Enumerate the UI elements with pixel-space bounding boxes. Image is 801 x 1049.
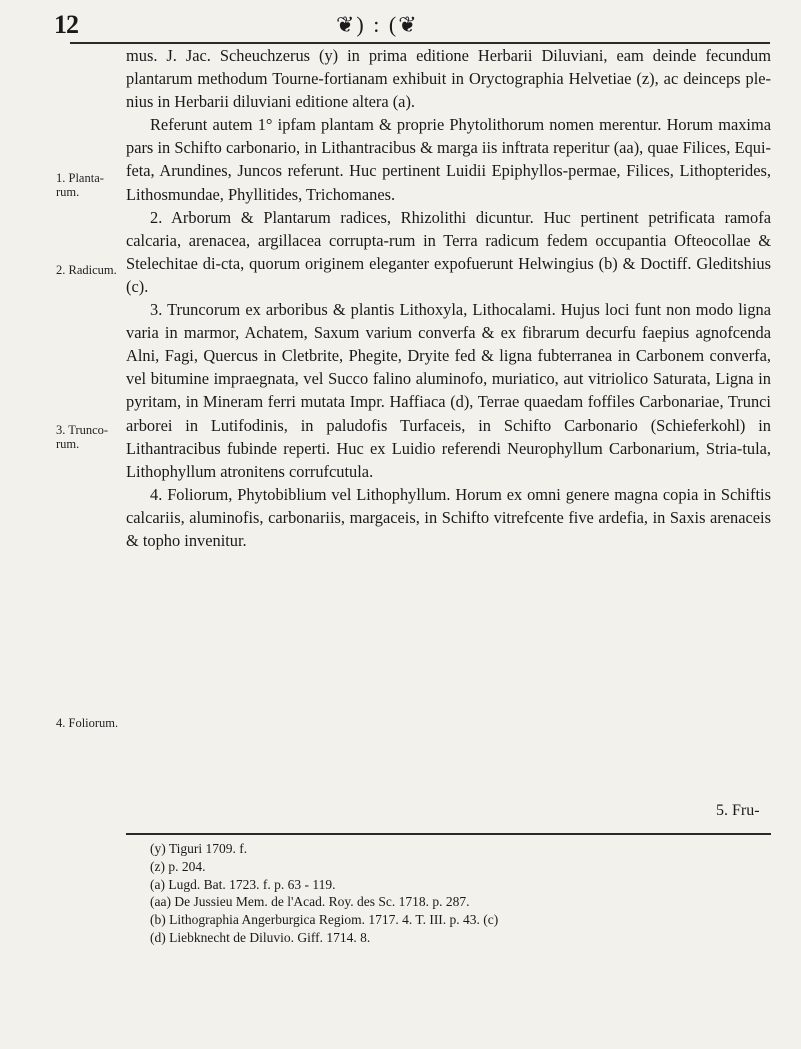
paragraph-radicum: 2. Arborum & Plantarum radices, Rhizolithi dicuntur. Huc pertinent petrificata ramofa calcaria, arenacea, argillacea corrupta-rum in Terra radicum fedem occupantia Ofteocollae & Stelechitae di-cta, quorum originem eleganter expofuerunt Helwingius (b) & Doctiff. Gleditshius (c).	[126, 207, 771, 296]
page-header	[0, 6, 801, 42]
footnotes	[150, 840, 770, 947]
footnote-a: (a) Lugd. Bat. 1723. f. p. 63 - 119.	[150, 876, 336, 892]
page-number: 12	[54, 10, 78, 39]
margin-note-truncorum: 3. Trunco-rum.	[56, 423, 109, 451]
footnote-y: (y) Tiguri 1709. f.	[150, 841, 248, 856]
margin-note-plantarum: 1. Planta-rum.	[56, 171, 104, 199]
margin-note-radicum: 2. Radicum.	[56, 263, 117, 277]
paragraph-intro: mus. J. Jac. Scheuchzerus (y) in prima editione Herbarii Diluviani, eam deinde fecundum plantarum methodum Tourne-fortianam exhibuit in Oryctographia Helvetiae (z), ac deinceps ple-nius in Herbarii diluviani editione altera (a).	[126, 46, 771, 112]
paragraph-truncorum: 3. Truncorum ex arboribus & plantis Lithoxyla, Lithocalami. Hujus loci funt non modo ligna varia in marmor, Achatem, Saxum varium converfa & ex fibrarum decurfu faepius agnofcenda Alni, Fagi, Quercus in Cletbrite, Phegite, Dryite fed & ligna fubterranea in Carbonem converfa, vel bitumine impraegnata, vel Succo falino aluminofo, muriatico, aut vitriolico Saturata, Ligna in pyritam, in Mineram ferri mutata Impr. Haffiaca (d), Terrae quaedam foffiles Carbonariae, Trunci arborei in Lutifodinis, in paludofis Turfaceis, in Schifto Carbonario (Schieferkohl) in Lithantracibus fubinde reperti. Huc ex Luidio referendi Neurophyllum Carbonarium, Stria-tula, Lithophyllum atronitens corrufcutula.	[126, 300, 771, 481]
footnote-z: (z) p. 204.	[150, 858, 206, 874]
footnote-d: (d) Liebknecht de Diluvio. Giff. 1714. 8.	[150, 929, 371, 945]
footnote-separator	[126, 833, 771, 835]
footnote-b: (b) Lithographia Angerburgica Regiom. 1717. 4. T. III. p. 43. (c)	[150, 912, 499, 928]
catchword: 5. Fru-	[716, 802, 760, 819]
header-ornament: ❦) : (❦	[336, 12, 419, 37]
paragraph-plantarum: Referunt autem 1° ipfam plantam & proprie Phytolithorum nomen merentur. Horum maxima pars in Schifto carbonario, in Lithantracibus & marga iis inftrata reperitur (aa), quae Filices, Equi-feta, Arundines, Juncos referunt. Huc pertinent Luidii Epiphyllos-permae, Filices, Lithopterides, Lithosmundae, Phyllitides, Trichomanes.	[126, 115, 771, 204]
margin-note-foliorum: 4. Foliorum.	[56, 716, 119, 730]
paragraph-foliorum: 4. Foliorum, Phytobiblium vel Lithophyllum. Horum ex omni genere magna copia in Schiftis calcariis, aluminofis, carbonariis, margaceis, in Schifto vitrefcente five ardefia, in Saxis arenaceis & topho invenitur.	[126, 484, 771, 550]
footnote-aa: (aa) De Jussieu Mem. de l'Acad. Roy. des Sc. 1718. p. 287.	[150, 894, 470, 910]
body-text	[126, 44, 771, 552]
